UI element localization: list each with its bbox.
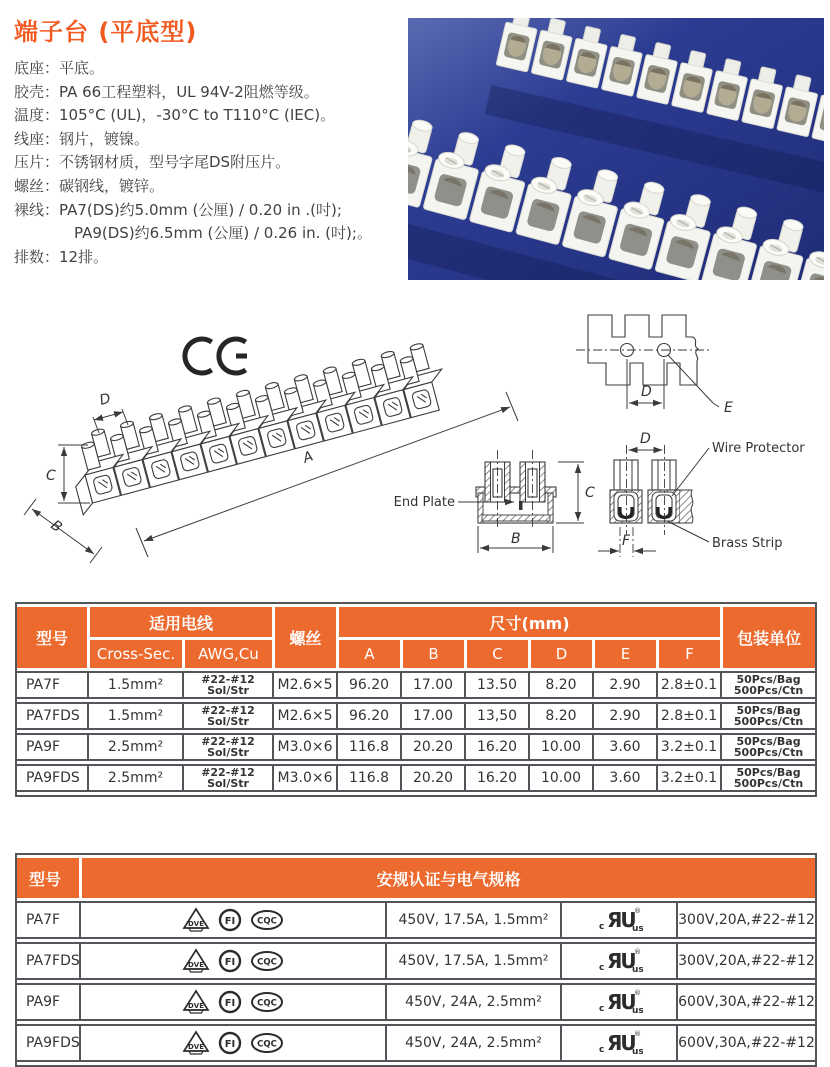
cul-us-mark-icon	[595, 903, 643, 933]
brass-strip-label: Brass Strip	[712, 536, 783, 551]
spec-line: 温度：105°C (UL)，-30°C to T110°C (IEC)。	[14, 106, 336, 125]
cul-us-mark-icon	[595, 985, 643, 1015]
dim-label-d-top: D	[641, 384, 652, 400]
dim-c-cell: 16.20	[464, 733, 528, 761]
cul-us-mark-icon	[595, 944, 643, 974]
svg-text:c: c	[599, 1004, 605, 1014]
fi-mark-icon	[218, 908, 242, 932]
svg-text:c: c	[599, 1045, 605, 1055]
model-cell: PA7F	[17, 901, 79, 939]
dim-label-d-side: D	[640, 431, 651, 447]
cul-us-mark-icon	[595, 1026, 643, 1056]
model-cell: PA7FDS	[17, 702, 87, 730]
dim-a-cell: 116.8	[336, 733, 400, 761]
dim-a-cell: 116.8	[336, 764, 400, 792]
svg-text:CQC: CQC	[257, 1039, 277, 1050]
col-header-dim-e: E	[592, 640, 656, 668]
svg-text:c: c	[599, 922, 605, 932]
col-header-awg: AWG,Cu	[182, 640, 272, 668]
vde-triangle-icon	[182, 989, 210, 1015]
ul-rating-cell: 300V,20A,#22-#12	[676, 942, 815, 980]
dim-a-cell: 96.20	[336, 671, 400, 699]
model-cell: PA9FDS	[17, 764, 87, 792]
col-header-pack: 包装单位	[720, 607, 815, 668]
dim-label-c-iso: C	[46, 468, 56, 484]
fi-mark-icon	[218, 990, 242, 1014]
electrical-spec-cell: 450V, 24A, 2.5mm²	[385, 1024, 560, 1062]
col-header-dim-d: D	[528, 640, 592, 668]
electrical-spec-cell: 450V, 17.5A, 1.5mm²	[385, 942, 560, 980]
model-cell: PA7FDS	[17, 942, 79, 980]
col-header-dim-a: A	[336, 640, 400, 668]
cqc-mark-icon	[250, 909, 284, 931]
screw-cell: M2.6×5	[272, 671, 336, 699]
svg-text:CQC: CQC	[257, 998, 277, 1009]
spec-line: 压片：不锈钢材质，型号字尾DS附压片。	[14, 153, 291, 172]
spec-line: 裸线：PA7(DS)约5.0mm (公厘) / 0.20 in .(吋);	[14, 200, 342, 219]
model-cell: PA7F	[17, 671, 87, 699]
dim-e-cell: 3.60	[592, 733, 656, 761]
dim-label-b-iso: B	[47, 517, 65, 536]
spec-line: 排数：12排。	[14, 247, 109, 266]
ul-mark-cell	[560, 983, 676, 1021]
dim-d-cell: 10.00	[528, 764, 592, 792]
dim-label-e: E	[724, 400, 733, 416]
col-header-dim-b: B	[400, 640, 464, 668]
dim-label-b-front: B	[511, 531, 521, 547]
table-row	[17, 733, 815, 761]
ul-rating-cell: 600V,30A,#22-#12	[676, 1024, 815, 1062]
dim-f-cell: 3.2±0.1	[656, 733, 720, 761]
dim-a-cell: 96.20	[336, 702, 400, 730]
table-row	[17, 702, 815, 730]
dim-f-cell: 2.8±0.1	[656, 702, 720, 730]
cross-sec-cell: 1.5mm²	[87, 702, 182, 730]
dim-c-cell: 16.20	[464, 764, 528, 792]
model-cell: PA9F	[17, 733, 87, 761]
ul-rating-cell: 600V,30A,#22-#12	[676, 983, 815, 1021]
col-header-model: 型号	[17, 858, 79, 898]
dim-e-cell: 3.60	[592, 764, 656, 792]
dim-c-cell: 13.50	[464, 671, 528, 699]
product-photo	[408, 18, 824, 280]
spec-list	[14, 57, 372, 269]
spec-line: PA9(DS)约6.5mm (公厘) / 0.26 in. (吋);。	[74, 224, 372, 243]
dim-f-cell: 3.2±0.1	[656, 764, 720, 792]
pack-cell: 50Pcs/Bag 500Pcs/Ctn	[720, 702, 815, 730]
svg-text:®: ®	[634, 907, 641, 915]
svg-text:CQC: CQC	[257, 916, 277, 927]
vde-triangle-icon	[182, 907, 210, 933]
svg-text:us: us	[632, 1047, 643, 1056]
awg-cell: #22-#12 Sol/Str	[182, 764, 272, 792]
col-header-screw: 螺丝	[272, 607, 336, 668]
cross-sec-cell: 2.5mm²	[87, 764, 182, 792]
svg-text:DVE: DVE	[187, 1002, 205, 1010]
dim-f-cell: 2.8±0.1	[656, 671, 720, 699]
spec-line: 线座：钢片，镀镍。	[14, 129, 150, 148]
top-view	[576, 315, 733, 416]
dim-c-cell: 13,50	[464, 702, 528, 730]
svg-text:ЯU: ЯU	[607, 908, 635, 932]
col-header-dim-c: C	[464, 640, 528, 668]
dim-d-cell: 8.20	[528, 671, 592, 699]
ce-mark-icon	[185, 339, 247, 373]
dim-label-a: A	[300, 448, 316, 467]
cross-sec-cell: 1.5mm²	[87, 671, 182, 699]
screw-cell: M2.6×5	[272, 702, 336, 730]
fi-mark-icon	[218, 1031, 242, 1055]
dim-label-f: F	[622, 533, 631, 549]
awg-cell: #22-#12 Sol/Str	[182, 671, 272, 699]
spec-line: 胶壳：PA 66工程塑料，UL 94V-2阻燃等级。	[14, 82, 319, 101]
col-header-wire-group: 适用电线	[87, 607, 272, 637]
cqc-mark-icon	[250, 950, 284, 972]
svg-text:®: ®	[634, 1030, 641, 1038]
pack-cell: 50Pcs/Bag 500Pcs/Ctn	[720, 764, 815, 792]
dimension-table	[15, 602, 817, 797]
cert-icons-cell	[79, 983, 385, 1021]
svg-text:FI: FI	[224, 998, 236, 1009]
svg-text:DVE: DVE	[187, 1043, 205, 1051]
vde-triangle-icon	[182, 948, 210, 974]
isometric-view	[24, 340, 518, 563]
svg-text:®: ®	[634, 989, 641, 997]
svg-text:ЯU: ЯU	[607, 1031, 635, 1055]
table-row	[17, 1024, 815, 1062]
dim-e-cell: 2.90	[592, 702, 656, 730]
dim-d-cell: 10.00	[528, 733, 592, 761]
certification-table	[15, 853, 817, 1067]
svg-text:ЯU: ЯU	[607, 990, 635, 1014]
technical-drawings	[0, 295, 830, 600]
svg-text:DVE: DVE	[187, 961, 205, 969]
svg-text:us: us	[632, 1006, 643, 1015]
front-section-view	[394, 450, 595, 553]
spec-line: 底座：平底。	[14, 59, 105, 77]
cert-icons-cell	[79, 901, 385, 939]
svg-text:CQC: CQC	[257, 957, 277, 968]
dim-b-cell: 20.20	[400, 764, 464, 792]
spec-line: 螺丝：碳钢线，镀锌。	[14, 176, 165, 195]
col-header-dims-group: 尺寸(mm)	[336, 607, 720, 637]
col-header-dim-f: F	[656, 640, 720, 668]
svg-text:ЯU: ЯU	[607, 949, 635, 973]
table-row	[17, 942, 815, 980]
svg-text:FI: FI	[224, 957, 236, 968]
col-header-cert: 安规认证与电气规格	[79, 858, 815, 898]
model-cell: PA9F	[17, 983, 79, 1021]
dim-e-cell: 2.90	[592, 671, 656, 699]
wire-protector-label: Wire Protector	[712, 441, 805, 456]
svg-text:®: ®	[634, 948, 641, 956]
page-title: 端子台 (平底型)	[14, 18, 198, 46]
dim-d-cell: 8.20	[528, 702, 592, 730]
table-row	[17, 764, 815, 792]
fi-mark-icon	[218, 949, 242, 973]
ul-mark-cell	[560, 1024, 676, 1062]
svg-text:us: us	[632, 924, 643, 933]
svg-text:c: c	[599, 963, 605, 973]
table-row	[17, 901, 815, 939]
table-row	[17, 983, 815, 1021]
col-header-cross-sec: Cross-Sec.	[87, 640, 182, 668]
pack-cell: 50Pcs/Bag 500Pcs/Ctn	[720, 733, 815, 761]
screw-cell: M3.0×6	[272, 733, 336, 761]
cqc-mark-icon	[250, 1032, 284, 1054]
table-row	[17, 671, 815, 699]
cert-icons-cell	[79, 1024, 385, 1062]
svg-text:DVE: DVE	[187, 920, 205, 928]
cert-icons-cell	[79, 942, 385, 980]
dim-b-cell: 17.00	[400, 671, 464, 699]
electrical-spec-cell: 450V, 24A, 2.5mm²	[385, 983, 560, 1021]
model-cell: PA9FDS	[17, 1024, 79, 1062]
cqc-mark-icon	[250, 991, 284, 1013]
dim-label-c-front: C	[585, 485, 595, 501]
cross-sec-cell: 2.5mm²	[87, 733, 182, 761]
svg-text:us: us	[632, 965, 643, 974]
ul-rating-cell: 300V,20A,#22-#12	[676, 901, 815, 939]
electrical-spec-cell: 450V, 17.5A, 1.5mm²	[385, 901, 560, 939]
svg-text:FI: FI	[224, 1039, 236, 1050]
vde-triangle-icon	[182, 1030, 210, 1056]
ul-mark-cell	[560, 901, 676, 939]
screw-cell: M3.0×6	[272, 764, 336, 792]
ul-mark-cell	[560, 942, 676, 980]
dim-label-d-iso: D	[97, 390, 113, 409]
svg-text:FI: FI	[224, 916, 236, 927]
end-plate-label: End Plate	[393, 495, 455, 510]
awg-cell: #22-#12 Sol/Str	[182, 733, 272, 761]
pack-cell: 50Pcs/Bag 500Pcs/Ctn	[720, 671, 815, 699]
dim-b-cell: 17.00	[400, 702, 464, 730]
col-header-model: 型号	[17, 607, 87, 668]
awg-cell: #22-#12 Sol/Str	[182, 702, 272, 730]
dim-b-cell: 20.20	[400, 733, 464, 761]
side-section-view	[598, 431, 805, 557]
